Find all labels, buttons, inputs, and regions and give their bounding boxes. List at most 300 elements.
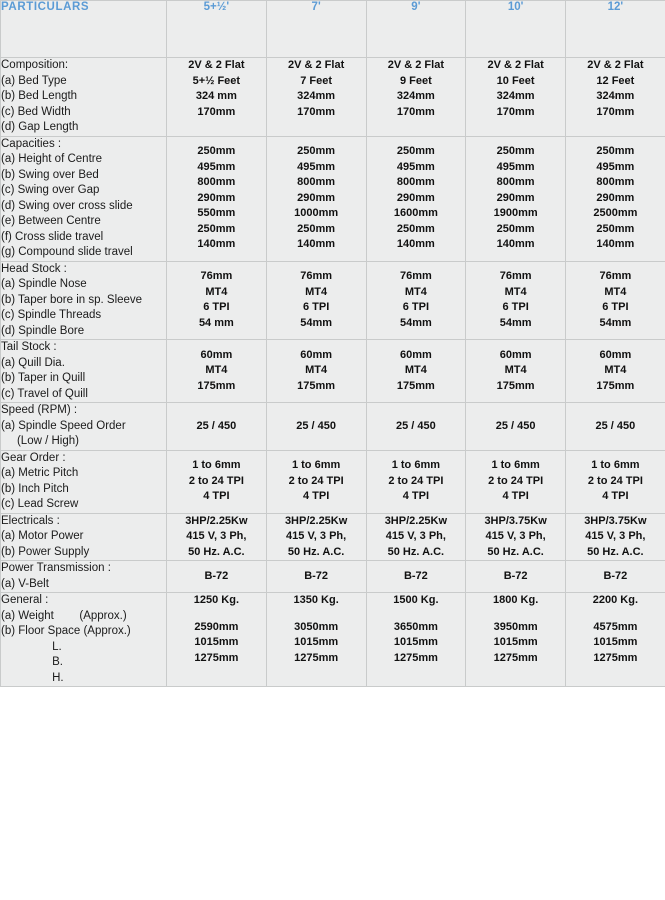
value-line: 250mm: [396, 145, 435, 158]
value-line: 1 to 6mm: [591, 459, 640, 472]
value-line: 250mm: [396, 222, 435, 235]
particulars-line: (d) Gap Length: [1, 121, 79, 133]
value-line: 2 to 24 TPI: [288, 474, 344, 487]
particulars-line: B.: [1, 656, 63, 668]
value-line: 324mm: [297, 90, 336, 102]
value-cell: [266, 58, 366, 137]
value-line: 800mm: [496, 176, 535, 189]
value-cell: [566, 403, 665, 451]
particulars-line: (b) Bed Length: [1, 90, 78, 102]
value-stack: [566, 514, 665, 561]
value-line: 495mm: [396, 160, 435, 173]
value-line: 4 TPI: [402, 490, 430, 503]
value-line: 60mm: [300, 348, 333, 361]
header-row: [1, 1, 665, 58]
value-line: 54mm: [599, 316, 632, 329]
value-line: 3650mm: [393, 620, 438, 633]
value-line: 3HP/3.75Kw: [484, 514, 547, 527]
value-line: 290mm: [297, 191, 336, 204]
value-line: 54mm: [300, 316, 333, 329]
value-line: 1 to 6mm: [291, 459, 341, 472]
value-stack: [566, 348, 665, 395]
table-row: [1, 593, 665, 687]
value-line: 6 TPI: [302, 301, 330, 314]
value-line: 76mm: [499, 270, 532, 283]
value-cell: [566, 340, 665, 403]
value-stack: [267, 514, 366, 561]
value-cell: [266, 136, 366, 261]
value-line: 175mm: [396, 379, 435, 392]
value-line: 140mm: [297, 238, 336, 251]
value-line: 76mm: [200, 270, 233, 283]
value-line: 4 TPI: [502, 490, 529, 503]
value-cell: [266, 450, 366, 513]
particulars-line: (c) Lead Screw: [1, 498, 79, 510]
value-line: MT4: [205, 285, 228, 298]
value-stack: [566, 458, 665, 505]
value-line: 50 Hz. A.C.: [188, 545, 245, 558]
value-stack: [367, 419, 466, 435]
value-stack: [566, 593, 665, 666]
value-cell: [366, 58, 466, 137]
value-line: 800mm: [197, 176, 236, 189]
table-row: [1, 261, 665, 340]
value-line: 290mm: [197, 191, 236, 204]
value-line: 1275mm: [294, 651, 339, 664]
value-line: 1275mm: [593, 651, 638, 664]
value-line: 250mm: [197, 222, 236, 235]
particulars-line: Tail Stock :: [1, 341, 57, 353]
value-line: 290mm: [396, 191, 435, 204]
table-header: [1, 1, 665, 58]
value-cell: [266, 513, 366, 561]
value-spacer: [566, 609, 665, 620]
value-line: 1275mm: [393, 651, 438, 664]
particulars-line: Electricals :: [1, 514, 60, 527]
value-line: MT4: [404, 364, 427, 377]
particulars-line: (a) Motor Power: [1, 530, 84, 542]
value-line: 1500 Kg.: [393, 594, 439, 606]
value-stack: [167, 593, 266, 666]
value-line: B-72: [304, 569, 329, 582]
value-cell: [167, 450, 267, 513]
particulars-line: (e) Between Centre: [1, 215, 101, 227]
value-line: 50 Hz. A.C.: [487, 545, 544, 558]
table-row: [1, 450, 665, 513]
value-stack: [167, 419, 266, 435]
value-stack: [267, 458, 366, 505]
value-spacer: [167, 609, 266, 620]
value-cell: [466, 261, 566, 340]
value-stack: [267, 144, 366, 253]
particulars-line: (a) Quill Dia.: [1, 356, 65, 369]
particulars-line: Head Stock :: [1, 262, 67, 275]
value-line: 800mm: [596, 176, 635, 189]
value-line: 3050mm: [294, 620, 339, 633]
value-cell: [167, 561, 267, 593]
value-stack: [466, 58, 565, 120]
value-line: 140mm: [396, 238, 435, 251]
value-cell: [366, 403, 466, 451]
value-line: 1015mm: [194, 636, 239, 648]
particulars-line: (Low / High): [1, 435, 79, 447]
value-line: 2590mm: [194, 620, 239, 633]
value-line: 3HP/2.25Kw: [384, 514, 448, 527]
value-line: 415 V, 3 Ph,: [585, 530, 646, 542]
value-cell: [466, 513, 566, 561]
value-cell: [466, 136, 566, 261]
value-line: 76mm: [399, 270, 432, 283]
value-line: 6 TPI: [502, 301, 529, 314]
particulars-line: (a) Spindle Speed Order: [1, 419, 126, 432]
value-stack: [566, 269, 665, 331]
particulars-line: Capacities :: [1, 137, 62, 150]
value-line: 2V & 2 Flat: [188, 59, 245, 71]
header-column-2: 9': [366, 1, 466, 58]
particulars-line: (b) Swing over Bed: [1, 168, 99, 181]
table-row: [1, 403, 665, 451]
value-cell: [566, 513, 665, 561]
value-line: 10 Feet: [496, 74, 535, 87]
particulars-line: (c) Swing over Gap: [1, 184, 100, 196]
value-line: 140mm: [197, 238, 236, 251]
value-line: MT4: [205, 364, 228, 377]
value-line: 415 V, 3 Ph,: [286, 530, 347, 542]
particulars-line: Speed (RPM) :: [1, 404, 78, 416]
value-line: 54 mm: [198, 316, 234, 329]
value-stack: [367, 58, 466, 120]
particulars-cell: [1, 340, 167, 403]
particulars-cell: [1, 58, 167, 137]
value-line: 800mm: [297, 176, 336, 189]
value-line: 140mm: [596, 238, 635, 251]
table-row: [1, 561, 665, 593]
value-stack: [267, 593, 366, 666]
value-line: B-72: [603, 569, 628, 582]
value-line: 4 TPI: [602, 490, 629, 503]
value-cell: [566, 261, 665, 340]
value-cell: [466, 593, 566, 687]
value-stack: [167, 58, 266, 120]
value-line: 25 / 450: [395, 419, 436, 432]
value-stack: [367, 514, 466, 561]
value-line: 495mm: [197, 160, 236, 173]
value-stack: [566, 569, 665, 585]
value-line: 1015mm: [493, 636, 538, 648]
value-line: 415 V, 3 Ph,: [485, 530, 546, 542]
value-stack: [566, 58, 665, 120]
table-row: [1, 136, 665, 261]
value-line: 250mm: [596, 145, 635, 158]
value-line: 6 TPI: [402, 301, 430, 314]
particulars-line: (f) Cross slide travel: [1, 230, 104, 243]
particulars-line: (c) Spindle Threads: [1, 309, 102, 321]
particulars-line: (b) Taper in Quill: [1, 372, 86, 384]
particulars-line: (a) Height of Centre: [1, 153, 102, 165]
value-line: 3HP/2.25Kw: [185, 514, 248, 527]
value-cell: [366, 136, 466, 261]
value-line: 1000mm: [294, 207, 339, 220]
value-stack: [466, 144, 565, 253]
value-stack: [167, 144, 266, 253]
value-line: 415 V, 3 Ph,: [385, 530, 446, 542]
value-line: MT4: [305, 364, 328, 377]
value-line: 5+½ Feet: [192, 74, 241, 87]
particulars-line: General :: [1, 594, 49, 606]
value-cell: [466, 561, 566, 593]
value-line: 9 Feet: [399, 74, 432, 87]
particulars-line: Power Transmission :: [1, 562, 111, 574]
value-line: 60mm: [499, 348, 532, 361]
value-line: 175mm: [197, 379, 236, 392]
value-line: 2200 Kg.: [592, 594, 638, 606]
value-cell: [566, 136, 665, 261]
particulars-line: L.: [1, 640, 62, 653]
value-cell: [266, 261, 366, 340]
value-stack: [466, 269, 565, 331]
particulars-line: Gear Order :: [1, 451, 66, 464]
value-line: B-72: [403, 569, 428, 582]
value-cell: [266, 593, 366, 687]
particulars-line: Composition:: [1, 59, 69, 71]
value-cell: [167, 261, 267, 340]
value-cell: [366, 261, 466, 340]
value-line: 2V & 2 Flat: [487, 59, 544, 71]
value-line: 4575mm: [593, 620, 638, 633]
value-line: 2 to 24 TPI: [388, 474, 444, 487]
value-stack: [367, 144, 466, 253]
value-line: 250mm: [297, 222, 336, 235]
value-stack: [566, 419, 665, 435]
value-line: 1275mm: [493, 651, 538, 664]
value-cell: [366, 450, 466, 513]
value-cell: [566, 450, 665, 513]
particulars-cell: [1, 450, 167, 513]
value-line: 2V & 2 Flat: [587, 59, 644, 71]
value-cell: [466, 403, 566, 451]
value-line: 175mm: [496, 379, 535, 392]
value-cell: [566, 58, 665, 137]
value-line: 170mm: [496, 105, 535, 118]
value-line: 175mm: [297, 379, 336, 392]
header-particulars: PARTICULARS: [1, 1, 167, 58]
value-line: 6 TPI: [602, 301, 629, 314]
particulars-cell: [1, 593, 167, 687]
particulars-line: (g) Compound slide travel: [1, 246, 133, 258]
value-line: 76mm: [300, 270, 333, 283]
particulars-line: (c) Travel of Quill: [1, 387, 88, 400]
value-cell: [167, 513, 267, 561]
header-column-0: 5+½': [167, 1, 267, 58]
value-line: 50 Hz. A.C.: [387, 545, 445, 558]
value-line: MT4: [404, 285, 427, 298]
value-line: 1800 Kg.: [493, 594, 539, 606]
value-cell: [366, 593, 466, 687]
table-row: [1, 513, 665, 561]
value-stack: [466, 593, 565, 666]
particulars-line: (d) Spindle Bore: [1, 324, 85, 337]
value-stack: [367, 269, 466, 331]
particulars-line: (c) Bed Width: [1, 105, 71, 118]
value-line: 140mm: [496, 238, 535, 251]
value-stack: [367, 348, 466, 395]
value-line: 4 TPI: [203, 490, 230, 503]
value-line: 170mm: [297, 105, 336, 118]
particulars-cell: [1, 403, 167, 451]
particulars-line: (d) Swing over cross slide: [1, 199, 133, 212]
value-line: 50 Hz. A.C.: [587, 545, 644, 558]
value-line: 25 / 450: [196, 419, 237, 432]
value-stack: [566, 144, 665, 253]
particulars-line: (a) Weight (Approx.): [1, 609, 127, 622]
value-line: 324mm: [596, 90, 635, 102]
table-row: [1, 58, 665, 137]
particulars-line: (a) Metric Pitch: [1, 467, 79, 479]
value-line: 54mm: [399, 316, 432, 329]
value-line: MT4: [604, 285, 627, 298]
value-line: MT4: [305, 285, 328, 298]
value-stack: [167, 514, 266, 561]
value-stack: [167, 269, 266, 331]
value-stack: [267, 569, 366, 585]
particulars-cell: [1, 561, 167, 593]
value-line: 6 TPI: [203, 301, 230, 314]
value-line: 250mm: [197, 145, 236, 158]
value-line: 2V & 2 Flat: [387, 59, 444, 71]
value-line: 54mm: [499, 316, 532, 329]
particulars-line: (a) Bed Type: [1, 74, 67, 87]
value-cell: [266, 403, 366, 451]
value-line: 1015mm: [393, 636, 438, 648]
particulars-line: (a) V-Belt: [1, 577, 49, 590]
particulars-line: (b) Taper bore in sp. Sleeve: [1, 293, 143, 306]
table-row: [1, 340, 665, 403]
value-cell: [466, 58, 566, 137]
particulars-cell: [1, 513, 167, 561]
value-cell: [167, 58, 267, 137]
value-line: 25 / 450: [296, 419, 336, 432]
value-line: 2 to 24 TPI: [188, 474, 244, 487]
value-line: 495mm: [596, 160, 635, 173]
value-line: 1600mm: [393, 207, 438, 220]
value-line: 250mm: [496, 222, 535, 235]
value-line: 1015mm: [294, 636, 339, 648]
value-line: 1 to 6mm: [192, 459, 241, 472]
value-spacer: [466, 609, 565, 620]
value-stack: [466, 514, 565, 561]
value-stack: [167, 569, 266, 585]
value-line: 2500mm: [593, 207, 638, 220]
value-line: 60mm: [599, 348, 632, 361]
value-stack: [167, 348, 266, 395]
value-cell: [366, 513, 466, 561]
header-column-3: 10': [466, 1, 566, 58]
value-stack: [267, 269, 366, 331]
value-cell: [466, 340, 566, 403]
value-spacer: [267, 609, 366, 620]
particulars-cell: [1, 136, 167, 261]
particulars-cell: [1, 261, 167, 340]
value-line: 415 V, 3 Ph,: [186, 530, 247, 542]
value-line: B-72: [503, 569, 528, 582]
value-stack: [367, 593, 466, 666]
value-line: 324 mm: [195, 90, 237, 102]
particulars-line: (b) Power Supply: [1, 545, 90, 558]
value-stack: [167, 458, 266, 505]
value-line: 1900mm: [493, 207, 538, 220]
value-line: 2 to 24 TPI: [587, 474, 643, 487]
value-line: 250mm: [297, 145, 336, 158]
value-line: 170mm: [396, 105, 435, 118]
value-line: 1350 Kg.: [293, 594, 339, 606]
value-line: 3HP/3.75Kw: [584, 514, 647, 527]
value-line: 1275mm: [194, 651, 239, 664]
value-line: MT4: [604, 364, 627, 377]
value-stack: [267, 419, 366, 435]
value-line: 170mm: [596, 105, 635, 118]
value-line: B-72: [204, 569, 229, 582]
particulars-line: (a) Spindle Nose: [1, 278, 87, 290]
value-line: MT4: [504, 285, 527, 298]
value-cell: [366, 561, 466, 593]
value-line: 2 to 24 TPI: [488, 474, 544, 487]
value-line: 3950mm: [493, 620, 538, 633]
value-stack: [267, 348, 366, 395]
value-cell: [366, 340, 466, 403]
value-stack: [367, 569, 466, 585]
value-line: 250mm: [596, 222, 635, 235]
value-line: 250mm: [496, 145, 535, 158]
value-cell: [167, 136, 267, 261]
value-cell: [466, 450, 566, 513]
value-cell: [266, 561, 366, 593]
value-line: 3HP/2.25Kw: [284, 514, 348, 527]
value-line: 495mm: [496, 160, 535, 173]
value-cell: [167, 593, 267, 687]
particulars-line: (b) Inch Pitch: [1, 482, 69, 495]
particulars-line: (b) Floor Space (Approx.): [1, 625, 131, 637]
value-line: 76mm: [599, 270, 632, 283]
value-cell: [566, 561, 665, 593]
table-body: [1, 58, 665, 687]
value-stack: [466, 419, 565, 435]
value-line: 12 Feet: [596, 74, 635, 87]
particulars-line: H.: [1, 671, 64, 684]
value-cell: [167, 340, 267, 403]
value-line: 25 / 450: [495, 419, 536, 432]
value-stack: [466, 348, 565, 395]
value-stack: [367, 458, 466, 505]
value-stack: [466, 458, 565, 505]
value-spacer: [367, 609, 466, 620]
value-line: 175mm: [596, 379, 635, 392]
value-line: 324mm: [396, 90, 435, 102]
value-cell: [266, 340, 366, 403]
value-stack: [466, 569, 565, 585]
value-line: 2V & 2 Flat: [288, 59, 345, 71]
value-line: 1 to 6mm: [391, 459, 441, 472]
value-line: 7 Feet: [300, 74, 333, 87]
value-line: 290mm: [596, 191, 635, 204]
value-line: 290mm: [496, 191, 535, 204]
value-line: 495mm: [297, 160, 336, 173]
value-line: 170mm: [197, 105, 236, 118]
value-line: MT4: [504, 364, 527, 377]
value-cell: [566, 593, 665, 687]
value-line: 1 to 6mm: [491, 459, 540, 472]
value-line: 550mm: [197, 207, 236, 220]
value-line: 800mm: [396, 176, 435, 189]
